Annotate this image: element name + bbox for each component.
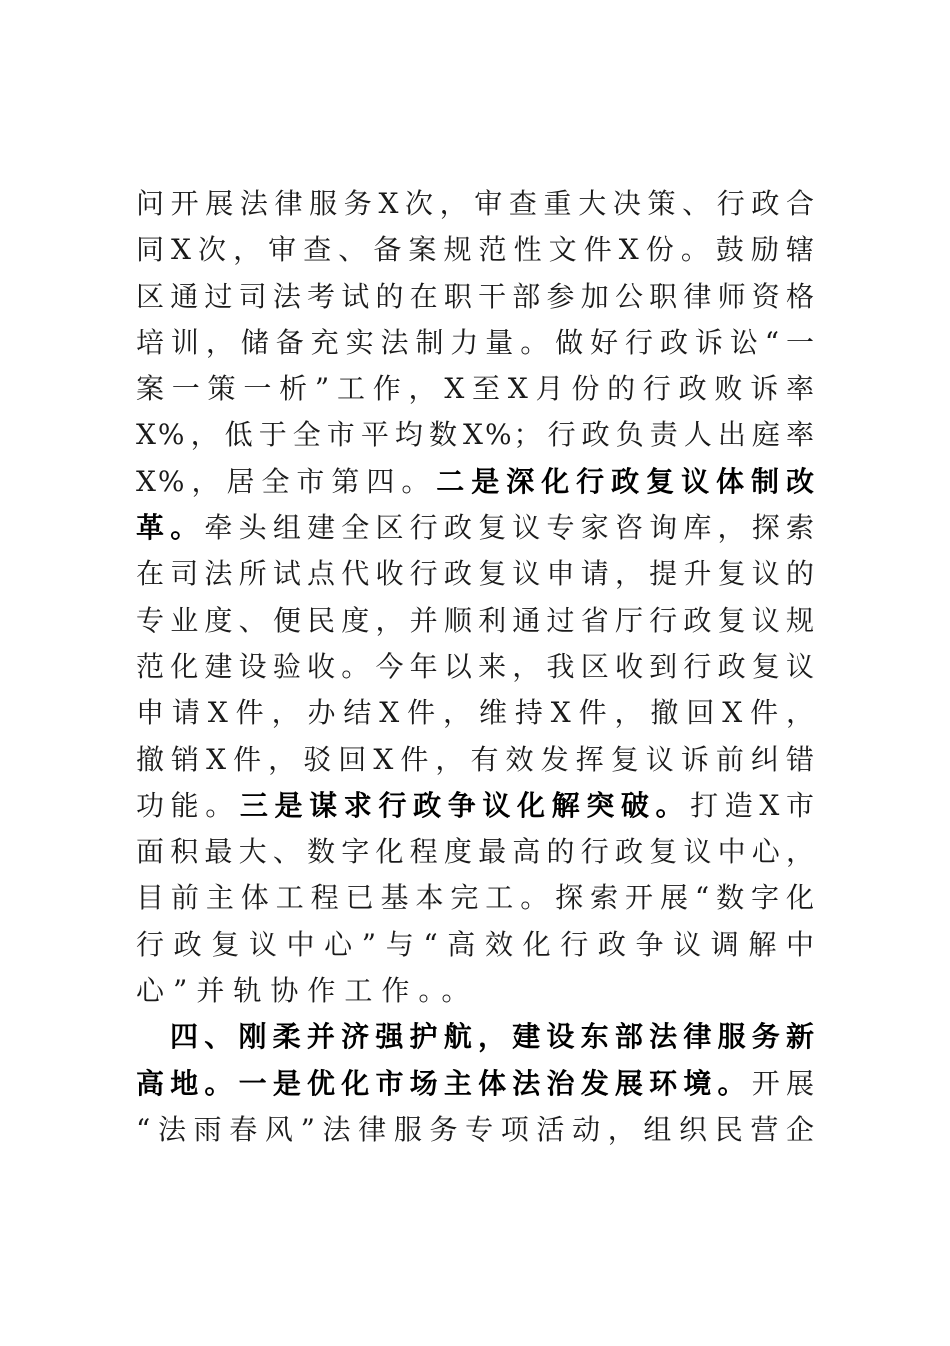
text-segment: 申请X件，办结X件，维持X件，撤回X件， [136,696,816,730]
text-line [136,274,816,320]
text-line [136,783,816,829]
text-line [136,412,816,458]
text-segment: 范化建设验收。今年以来，我区收到行政复议 [136,649,816,683]
text-segment: 行政复议中心”与“高效化行政争议调解中 [136,927,816,961]
text-line [136,505,816,551]
text-line [136,968,816,1014]
text-line [136,459,816,505]
bold-text-segment: 高地。一是优化市场主体法治发展环境。 [136,1066,752,1100]
text-line [136,875,816,921]
text-segment: 同X次，审查、备案规范性文件X份。鼓励辖 [136,233,816,267]
text-line [136,922,816,968]
bold-text-segment: 三是谋求行政争议化解突破。 [239,788,691,822]
text-line [136,227,816,273]
text-segment: 开展 [751,1066,816,1100]
text-segment: 案一策一析”工作，X至X月份的行政败诉率 [136,372,816,406]
text-segment: 心”并轨协作工作。。 [136,974,479,1008]
text-line [136,551,816,597]
text-segment: 问开展法律服务X次，审查重大决策、行政合 [136,187,816,220]
text-segment: 区通过司法考试的在职干部参加公职律师资格 [136,279,816,313]
text-line [136,181,816,227]
text-segment: 牵头组建全区行政复议专家咨询库，探索 [204,511,816,545]
text-segment: “法雨春风”法律服务专项活动，组织民营企 [136,1112,816,1146]
text-line [136,644,816,690]
text-segment: 撤销X件，驳回X件，有效发挥复议诉前纠错 [136,742,816,776]
text-line [136,598,816,644]
text-segment: 专业度、便民度，并顺利通过省厅行政复议规 [136,603,816,637]
text-segment: 目前主体工程已基本完工。探索开展“数字化 [136,881,816,915]
text-line [136,320,816,366]
text-segment: 打造X市 [690,788,816,822]
bold-text-segment: 二是深化行政复议体制改 [436,464,816,498]
text-segment: 面积最大、数字化程度最高的行政复议中心， [136,835,816,869]
text-segment: X%，低于全市平均数X%；行政负责人出庭率 [136,418,816,452]
text-segment: X%，居全市第四。 [136,464,437,498]
text-segment: 在司法所试点代收行政复议申请，提升复议的 [136,557,816,591]
text-line [136,829,816,875]
text-segment: 功能。 [136,788,240,822]
body-text [136,181,816,1153]
text-line [136,1061,816,1107]
text-line [136,366,816,412]
text-line [136,737,816,783]
text-line [136,1107,816,1153]
text-segment: 培训，储备充实法制力量。做好行政诉讼“一 [136,325,816,359]
text-line [136,1014,816,1060]
bold-text-segment: 四、刚柔并济强护航，建设东部法律服务新 [170,1020,816,1054]
text-line [136,690,816,736]
bold-text-segment: 革。 [136,511,205,545]
